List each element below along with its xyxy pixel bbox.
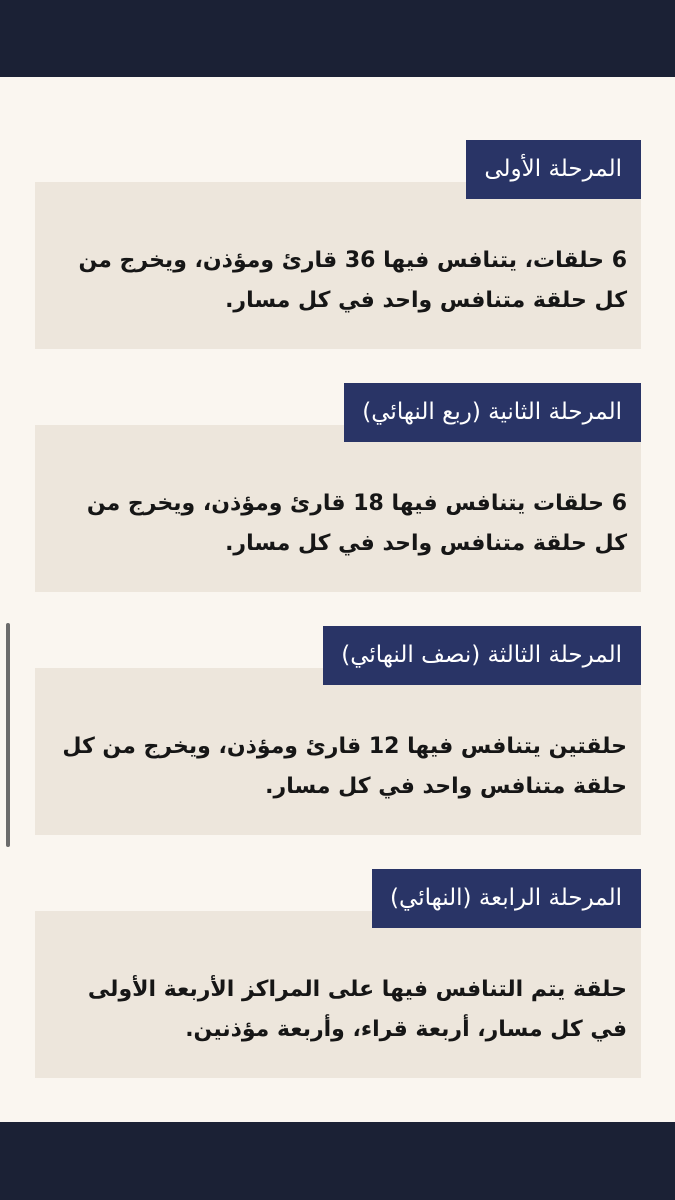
stage-3-title: المرحلة الثالثة (نصف النهائي) (323, 626, 641, 685)
cut-off-text (60, 1113, 628, 1122)
stage-1-title: المرحلة الأولى (466, 140, 641, 199)
stage-1-text: 6 حلقات، يتنافس فيها 36 قارئ ومؤذن، ويخرج من كل حلقة متنافس واحد في كل مسار. (78, 248, 627, 313)
stage-4-title: المرحلة الرابعة (النهائي) (372, 869, 641, 928)
stage-4-text: حلقة يتم التنافس فيها على المراكز الأربعة الأولى في كل مسار، أربعة قراء، وأربعة مؤذنين. (87, 977, 627, 1042)
stages-content (0, 77, 675, 1122)
stage-3-text: حلقتين يتنافس فيها 12 قارئ ومؤذن، ويخرج من كل حلقة متنافس واحد في كل مسار. (62, 734, 627, 799)
top-bar (0, 0, 675, 77)
stage-2-title: المرحلة الثانية (ربع النهائي) (344, 383, 641, 442)
scrollbar[interactable] (6, 623, 10, 847)
stage-2-text: 6 حلقات يتنافس فيها 18 قارئ ومؤذن، ويخرج من كل حلقة متنافس واحد في كل مسار. (86, 491, 627, 556)
bottom-bar (0, 1122, 675, 1200)
